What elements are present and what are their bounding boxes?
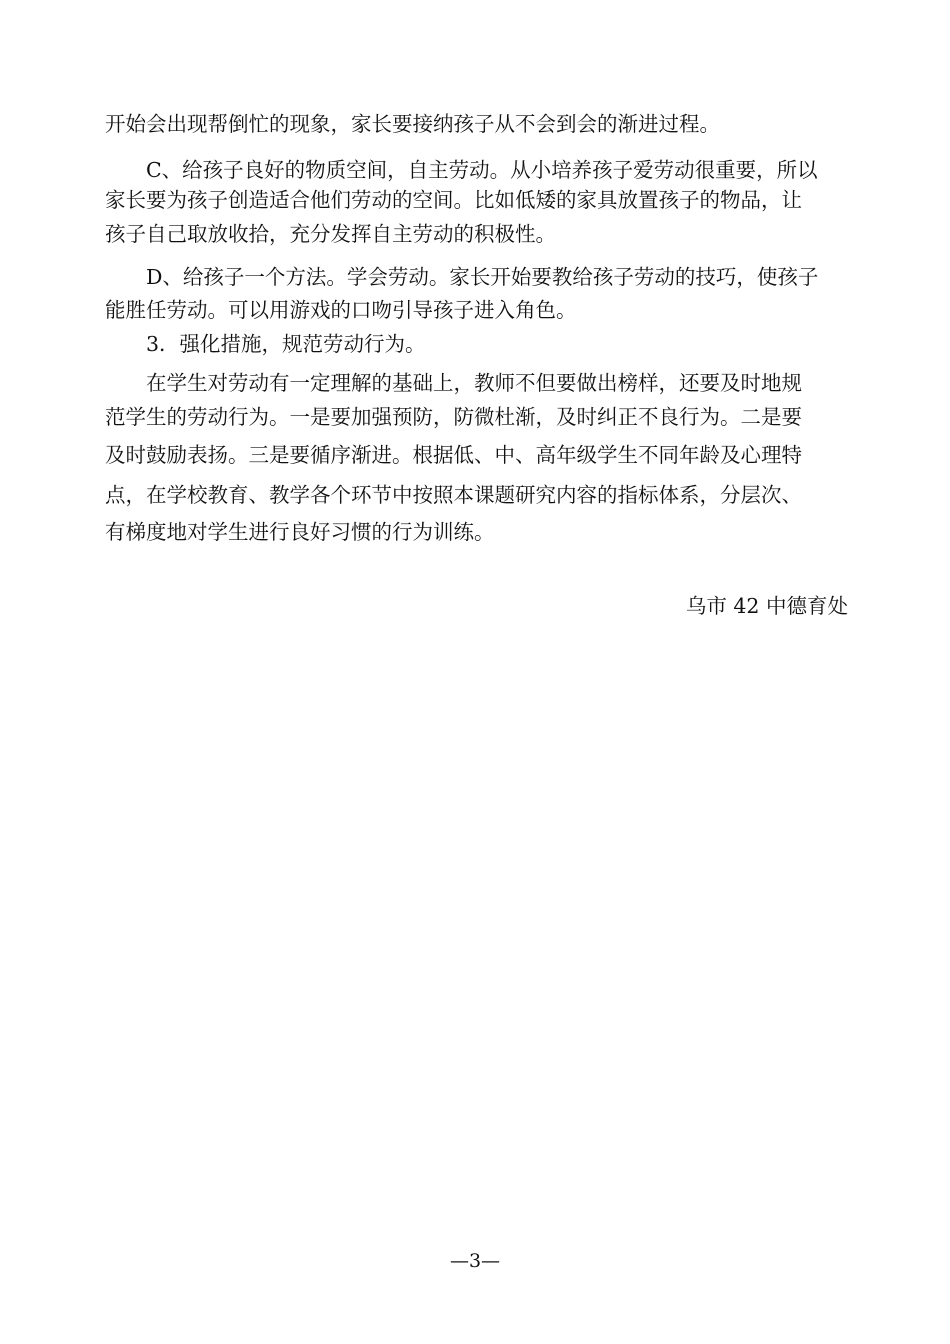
text-line: D、给孩子一个方法。学会劳动。家长开始要教给孩子劳动的技巧，使孩子 <box>146 265 819 289</box>
text-line: 能胜任劳动。可以用游戏的口吻引导孩子进入角色。 <box>105 298 577 322</box>
text-line: 及时鼓励表扬。三是要循序渐进。根据低、中、高年级学生不同年龄及心理特 <box>105 443 802 467</box>
text-line: C、给孩子良好的物质空间，自主劳动。从小培养孩子爱劳动很重要，所以 <box>146 158 818 182</box>
text-line: 在学生对劳动有一定理解的基础上，教师不但要做出榜样，还要及时地规 <box>146 371 802 395</box>
section-heading: 3．强化措施，规范劳动行为。 <box>146 332 426 356</box>
text-line: 点，在学校教育、教学各个环节中按照本课题研究内容的指标体系，分层次、 <box>105 483 802 507</box>
text-line: 家长要为孩子创造适合他们劳动的空间。比如低矮的家具放置孩子的物品，让 <box>105 188 802 212</box>
text-line: 范学生的劳动行为。一是要加强预防，防微杜渐，及时纠正不良行为。二是要 <box>105 405 802 429</box>
text-line: 孩子自己取放收拾，充分发挥自主劳动的积极性。 <box>105 222 556 246</box>
text-line: 有梯度地对学生进行良好习惯的行为训练。 <box>105 520 495 544</box>
signature: 乌市 42 中德育处 <box>685 594 848 618</box>
text-line: 开始会出现帮倒忙的现象，家长要接纳孩子从不会到会的渐进过程。 <box>105 112 720 136</box>
page-number: —3— <box>449 1250 501 1272</box>
